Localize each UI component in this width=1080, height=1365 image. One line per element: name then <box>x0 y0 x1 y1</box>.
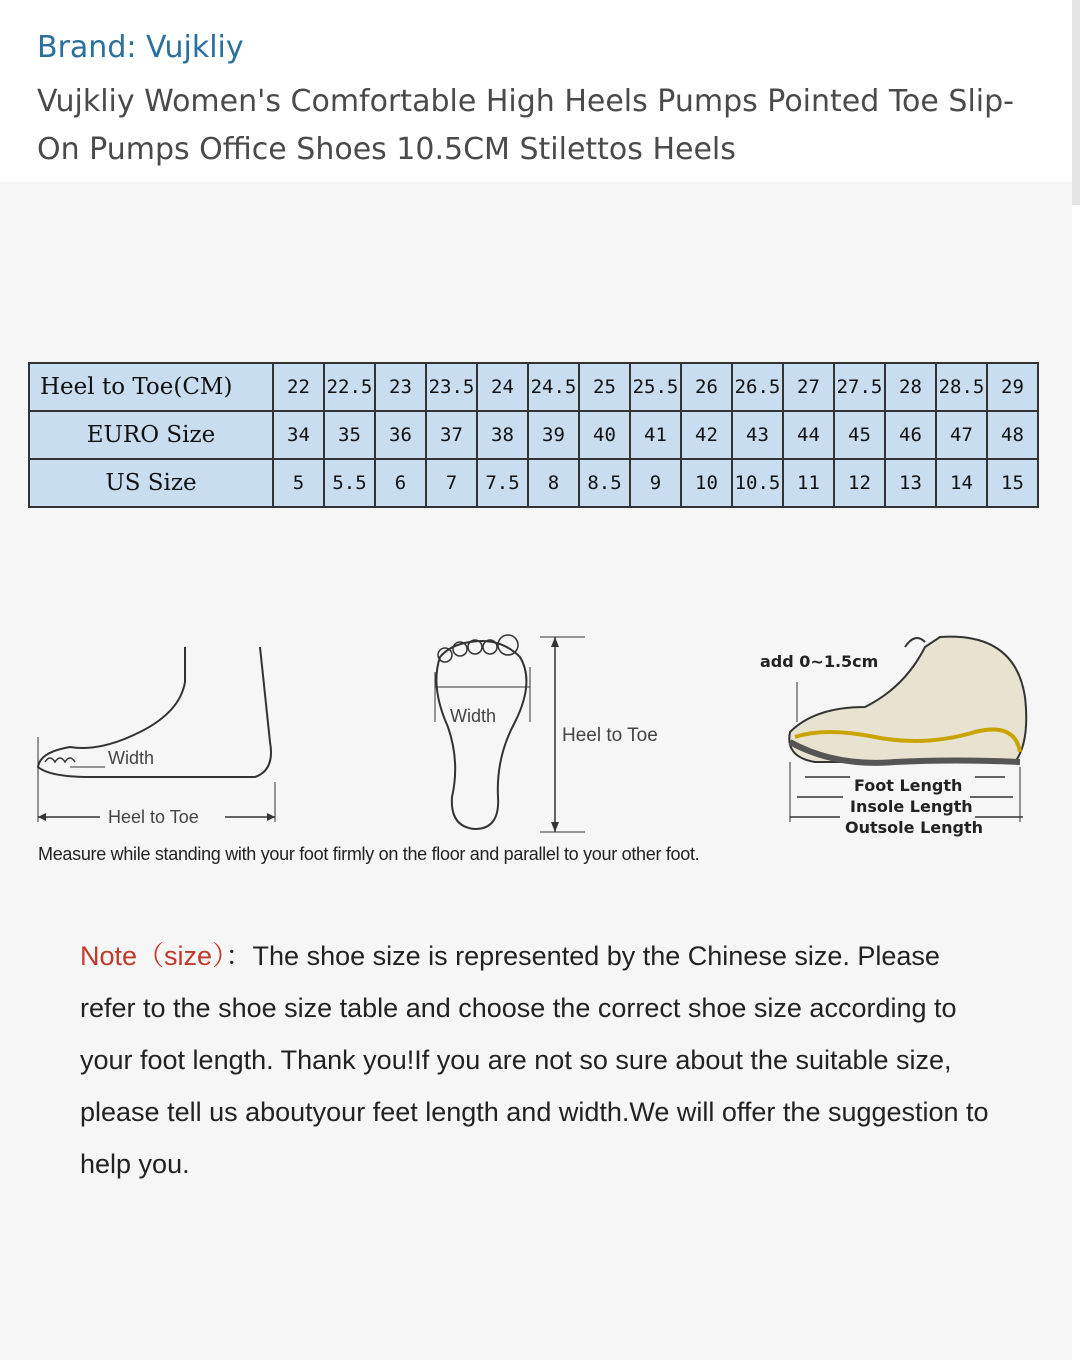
insole-length-label: Insole Length <box>850 797 973 816</box>
outsole-length-label: Outsole Length <box>845 818 983 837</box>
table-cell: 13 <box>885 459 936 507</box>
row-label: Heel to Toe(CM) <box>29 363 273 411</box>
brand-link[interactable]: Brand: Vujkliy <box>37 30 244 65</box>
table-cell: 26.5 <box>732 363 783 411</box>
table-cell: 36 <box>375 411 426 459</box>
table-cell: 27.5 <box>834 363 885 411</box>
table-cell: 40 <box>579 411 630 459</box>
product-header <box>0 0 1072 180</box>
table-cell: 39 <box>528 411 579 459</box>
scrollbar[interactable] <box>1072 0 1080 205</box>
size-table <box>28 362 1039 508</box>
table-cell: 24.5 <box>528 363 579 411</box>
table-cell: 28.5 <box>936 363 987 411</box>
table-cell: 7 <box>426 459 477 507</box>
table-cell: 7.5 <box>477 459 528 507</box>
table-cell: 46 <box>885 411 936 459</box>
row-label: EURO Size <box>29 411 273 459</box>
add-range-label: add 0~1.5cm <box>760 652 879 671</box>
product-title: Vujkliy Women's Comfortable High Heels Pumps Pointed Toe Slip-On Pumps Office Shoes 10.5CM Stilettos Heels <box>37 84 1014 167</box>
table-cell: 14 <box>936 459 987 507</box>
table-cell: 23.5 <box>426 363 477 411</box>
table-cell: 41 <box>630 411 681 459</box>
table-cell: 11 <box>783 459 834 507</box>
table-cell: 22.5 <box>324 363 375 411</box>
table-cell: 34 <box>273 411 324 459</box>
table-cell: 15 <box>987 459 1038 507</box>
measure-instructions: Measure while standing with your foot firmly on the floor and parallel to your other foot. <box>38 844 700 864</box>
foot-length-label: Foot Length <box>854 776 963 795</box>
row-label: US Size <box>29 459 273 507</box>
table-cell: 5.5 <box>324 459 375 507</box>
table-cell: 10 <box>681 459 732 507</box>
table-cell: 28 <box>885 363 936 411</box>
table-cell: 38 <box>477 411 528 459</box>
table-cell: 43 <box>732 411 783 459</box>
table-row <box>29 459 1038 507</box>
table-cell: 44 <box>783 411 834 459</box>
table-cell: 27 <box>783 363 834 411</box>
side-heel-to-toe-label: Heel to Toe <box>108 807 199 827</box>
table-cell: 47 <box>936 411 987 459</box>
table-cell: 8 <box>528 459 579 507</box>
table-cell: 9 <box>630 459 681 507</box>
sole-width-label: Width <box>450 706 497 726</box>
table-cell: 23 <box>375 363 426 411</box>
table-cell: 12 <box>834 459 885 507</box>
table-cell: 48 <box>987 411 1038 459</box>
table-cell: 29 <box>987 363 1038 411</box>
note-prefix: Note（size） <box>80 941 226 971</box>
table-cell: 25 <box>579 363 630 411</box>
table-cell: 37 <box>426 411 477 459</box>
table-row <box>29 411 1038 459</box>
table-cell: 6 <box>375 459 426 507</box>
size-chart-image[interactable] <box>0 182 1072 1360</box>
table-cell: 45 <box>834 411 885 459</box>
table-row <box>29 363 1038 411</box>
table-cell: 5 <box>273 459 324 507</box>
table-cell: 8.5 <box>579 459 630 507</box>
table-cell: 24 <box>477 363 528 411</box>
table-cell: 10.5 <box>732 459 783 507</box>
sole-heel-to-toe-label: Heel to Toe <box>562 725 658 746</box>
side-width-label: Width <box>108 748 155 768</box>
table-cell: 25.5 <box>630 363 681 411</box>
note-body: ：The shoe size is represented by the Chinese size. Please refer to the shoe size table and choose the correct shoe size according to your foot length. Thank you!If you are not so sure about the suitable size, please tell us aboutyour feet length and width.We will offer the suggestion to help you. <box>80 941 989 1179</box>
table-cell: 26 <box>681 363 732 411</box>
size-note <box>80 930 1000 1190</box>
table-cell: 35 <box>324 411 375 459</box>
table-cell: 22 <box>273 363 324 411</box>
table-cell: 42 <box>681 411 732 459</box>
